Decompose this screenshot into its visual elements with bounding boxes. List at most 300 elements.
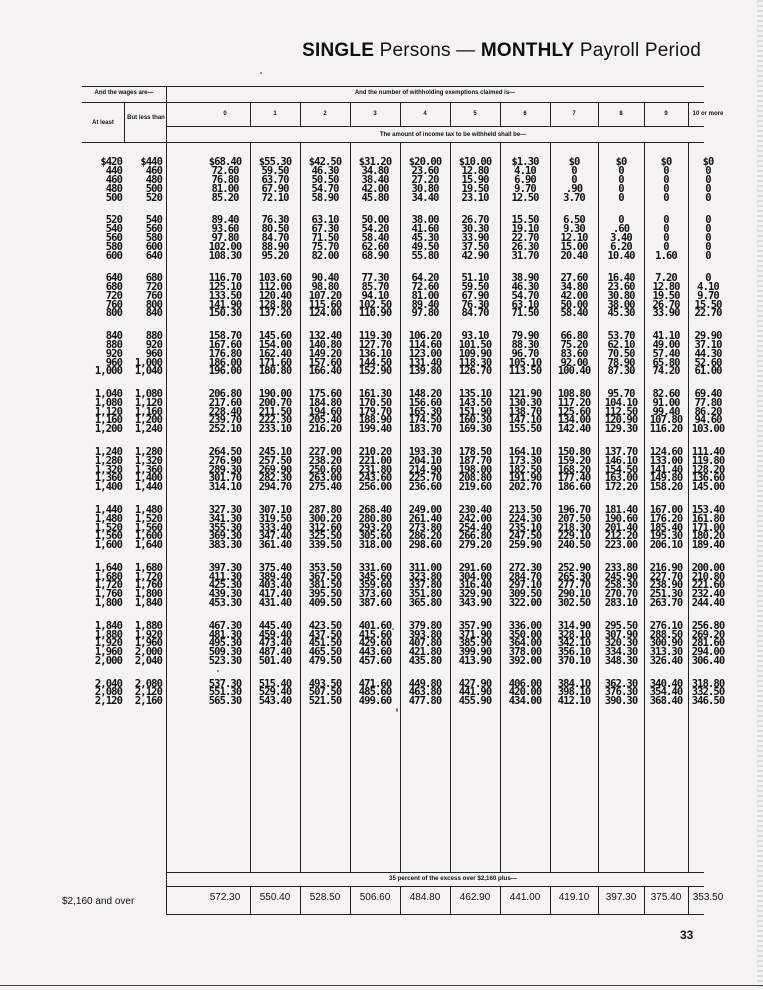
table-cell: 29.90 xyxy=(694,329,722,342)
table-cell: 42.90 xyxy=(461,249,489,262)
table-cell: 151.90 xyxy=(458,405,492,418)
table-cell: 165.30 xyxy=(408,405,442,418)
table-cell: 0 xyxy=(663,240,669,253)
table-cell: 108.30 xyxy=(208,249,242,262)
table-cell: 134.00 xyxy=(557,414,591,427)
table-cell: 189.40 xyxy=(691,539,725,552)
table-cell: 116.70 xyxy=(208,271,242,284)
table-cell: 90.40 xyxy=(311,271,339,284)
table-cell: 2,080 xyxy=(134,677,162,690)
table-cell: 1,840 xyxy=(134,597,162,610)
table-cell: 230.40 xyxy=(458,503,492,516)
table-cell: 1,040 xyxy=(134,365,162,378)
table-cell: 306.40 xyxy=(691,655,725,668)
table-cell: 880 xyxy=(105,338,122,351)
table-cell: 529.40 xyxy=(258,686,292,699)
table-cell: 273.80 xyxy=(408,521,442,534)
table-cell: 0 xyxy=(705,173,711,186)
table-cell: 463.80 xyxy=(408,686,442,699)
table-cell: 0 xyxy=(663,164,669,177)
table-cell: 221.00 xyxy=(358,454,392,467)
table-cell: 437.50 xyxy=(308,628,342,641)
table-cell: 261.40 xyxy=(408,512,442,525)
table-cell: 313.30 xyxy=(649,646,683,659)
table-cell: 107.20 xyxy=(308,289,342,302)
table-cell: 346.50 xyxy=(691,695,725,708)
table-cell: 46.30 xyxy=(311,164,339,177)
table-cell: 166.40 xyxy=(308,365,342,378)
table-cell: 375.40 xyxy=(258,561,292,574)
table-cell: 295.50 xyxy=(604,619,638,632)
table-cell: 42.00 xyxy=(361,182,389,195)
table-cell: 326.40 xyxy=(649,655,683,668)
table-cell: 251.30 xyxy=(649,588,683,601)
excess-note: 35 percent of the excess over $2,160 plus— xyxy=(389,875,517,882)
table-cell: 520 xyxy=(105,213,122,226)
table-cell: 20.40 xyxy=(560,249,588,262)
col-exemption-4 xyxy=(400,158,450,706)
table-cell: 119.30 xyxy=(358,329,392,342)
table-cell: 33.90 xyxy=(652,307,680,320)
table-cell: 277.70 xyxy=(557,579,591,592)
over-value-10: 353.50 xyxy=(692,892,724,903)
table-cell: 381.50 xyxy=(308,579,342,592)
table-cell: 407.80 xyxy=(408,637,442,650)
table-cell: 76.30 xyxy=(261,213,289,226)
table-cell: 79.90 xyxy=(511,329,539,342)
over-value-9: 375.40 xyxy=(650,892,682,903)
table-cell: 1,240 xyxy=(134,423,162,436)
scan-edge-right xyxy=(757,0,763,990)
table-cell: 92.00 xyxy=(560,356,588,369)
header-col-1: 1 xyxy=(273,111,277,117)
table-cell: 54.20 xyxy=(361,222,389,235)
table-cell: 500 xyxy=(105,191,122,204)
table-cell: 181.40 xyxy=(604,503,638,516)
table-cell: 212.20 xyxy=(604,530,638,543)
table-cell: 371.90 xyxy=(458,628,492,641)
table-cell: $0 xyxy=(702,156,714,168)
table-cell: 397.30 xyxy=(208,561,242,574)
table-cell: $55.30 xyxy=(258,156,292,168)
table-cell: 120.90 xyxy=(604,414,638,427)
table-cell: 72.10 xyxy=(261,191,289,204)
table-cell: 960 xyxy=(145,347,162,360)
table-cell: 1,400 xyxy=(134,472,162,485)
table-cell: 168.20 xyxy=(557,463,591,476)
table-cell: 200.00 xyxy=(691,561,725,574)
table-cell: 1,320 xyxy=(134,454,162,467)
table-cell: 232.40 xyxy=(691,588,725,601)
table-cell: 300.90 xyxy=(649,637,683,650)
table-cell: 379.80 xyxy=(408,619,442,632)
table-cell: 115.60 xyxy=(308,298,342,311)
table-cell: 640 xyxy=(105,271,122,284)
table-cell: 238.20 xyxy=(308,454,342,467)
table-cell: 1,480 xyxy=(134,503,162,516)
table-cell: 1,440 xyxy=(134,481,162,494)
table-cell: 341.30 xyxy=(208,512,242,525)
table-cell: 167.00 xyxy=(649,503,683,516)
table-cell: 26.70 xyxy=(652,298,680,311)
table-cell: 507.50 xyxy=(308,686,342,699)
table-cell: 473.40 xyxy=(258,637,292,650)
table-cell: 493.50 xyxy=(308,677,342,690)
table-cell: 68.90 xyxy=(361,249,389,262)
table-cell: 19.50 xyxy=(461,182,489,195)
over-value-2: 528.50 xyxy=(309,892,341,903)
over-value-7: 419.10 xyxy=(558,892,590,903)
table-cell: 439.30 xyxy=(208,588,242,601)
table-cell: 37.50 xyxy=(461,240,489,253)
header-col-6: 6 xyxy=(523,111,527,117)
table-cell: 440 xyxy=(105,164,122,177)
table-cell: 186.60 xyxy=(557,481,591,494)
table-cell: 0 xyxy=(618,213,624,226)
table-cell: 218.30 xyxy=(557,521,591,534)
table-cell: 367.50 xyxy=(308,570,342,583)
table-cell: 1,720 xyxy=(94,579,122,592)
table-cell: 158.20 xyxy=(649,481,683,494)
table-cell: 640 xyxy=(145,249,162,262)
table-cell: 7.20 xyxy=(655,271,677,284)
table-cell: 80.50 xyxy=(261,222,289,235)
table-cell: 126.70 xyxy=(458,365,492,378)
table-cell: 347.40 xyxy=(258,530,292,543)
table-cell: 2,080 xyxy=(94,686,122,699)
table-cell: 1,920 xyxy=(94,637,122,650)
table-cell: 235.10 xyxy=(508,521,542,534)
title-persons: Persons — xyxy=(374,40,481,61)
table-cell: 325.50 xyxy=(308,530,342,543)
table-cell: 202.70 xyxy=(508,481,542,494)
header-at-least: At least xyxy=(92,120,114,126)
title-monthly: MONTHLY xyxy=(480,40,575,61)
table-cell: 225.70 xyxy=(408,472,442,485)
table-cell: 351.80 xyxy=(408,588,442,601)
table-cell: 136.60 xyxy=(691,472,725,485)
table-cell: 318.80 xyxy=(691,677,725,690)
table-cell: 71.50 xyxy=(511,307,539,320)
table-cell: 117.20 xyxy=(557,396,591,409)
table-cell: 57.40 xyxy=(652,347,680,360)
table-cell: 15.90 xyxy=(461,173,489,186)
table-cell: 121.90 xyxy=(508,387,542,400)
table-cell: 216.20 xyxy=(308,423,342,436)
header-wages: And the wages are— xyxy=(94,90,154,96)
table-cell: 6.20 xyxy=(610,240,632,253)
table-cell: 180.80 xyxy=(258,365,292,378)
table-cell: 187.70 xyxy=(458,454,492,467)
table-cell: 159.20 xyxy=(557,454,591,467)
table-cell: 63.10 xyxy=(311,213,339,226)
table-cell: 63.70 xyxy=(261,173,289,186)
table-cell: 301.70 xyxy=(208,472,242,485)
table-cell: 163.00 xyxy=(604,472,638,485)
table-cell: 1,320 xyxy=(94,463,122,476)
table-cell: 132.40 xyxy=(308,329,342,342)
table-cell: 350.00 xyxy=(508,628,542,641)
table-cell: 59.50 xyxy=(261,164,289,177)
table-cell: 171.00 xyxy=(691,521,725,534)
rule-header-3 xyxy=(82,142,704,143)
table-cell: 302.50 xyxy=(557,597,591,610)
table-cell: 156.60 xyxy=(408,396,442,409)
table-cell: 217.60 xyxy=(208,396,242,409)
table-cell: 1,800 xyxy=(134,588,162,601)
table-cell: 75.20 xyxy=(560,338,588,351)
table-cell: 244.40 xyxy=(691,597,725,610)
table-cell: 231.80 xyxy=(358,463,392,476)
table-cell: 58.40 xyxy=(560,307,588,320)
table-cell: 294.00 xyxy=(691,646,725,659)
table-cell: 560 xyxy=(105,231,122,244)
table-cell: 152.90 xyxy=(358,365,392,378)
table-cell: 149.20 xyxy=(308,347,342,360)
table-cell: 269.90 xyxy=(258,463,292,476)
table-cell: 840 xyxy=(145,307,162,320)
table-cell: 291.60 xyxy=(458,561,492,574)
table-cell: 471.60 xyxy=(358,677,392,690)
table-cell: 199.40 xyxy=(358,423,392,436)
table-cell: 245.10 xyxy=(258,445,292,458)
table-cell: 229.10 xyxy=(557,530,591,543)
table-cell: 133.00 xyxy=(649,454,683,467)
table-cell: 97.80 xyxy=(211,231,239,244)
table-cell: 93.10 xyxy=(461,329,489,342)
table-cell: 206.80 xyxy=(208,387,242,400)
table-cell: 339.50 xyxy=(308,539,342,552)
header-col-4: 4 xyxy=(423,111,427,117)
table-cell: 240.50 xyxy=(557,539,591,552)
table-cell: 1,560 xyxy=(94,530,122,543)
table-cell: 378.00 xyxy=(508,646,542,659)
table-cell: 102.50 xyxy=(358,298,392,311)
table-cell: 9.70 xyxy=(697,289,719,302)
table-cell: 12.50 xyxy=(511,191,539,204)
table-cell: 343.90 xyxy=(458,597,492,610)
table-cell: 485.60 xyxy=(358,686,392,699)
table-cell: 66.80 xyxy=(560,329,588,342)
table-cell: 1,080 xyxy=(134,387,162,400)
header-col-10: 10 or more xyxy=(692,111,724,117)
table-cell: 287.80 xyxy=(308,503,342,516)
table-cell: 169.30 xyxy=(458,423,492,436)
table-cell: 760 xyxy=(105,298,122,311)
table-cell: 0 xyxy=(663,231,669,244)
table-cell: 162.40 xyxy=(258,347,292,360)
table-cell: 172.20 xyxy=(604,481,638,494)
table-cell: 318.00 xyxy=(358,539,392,552)
table-cell: 314.90 xyxy=(557,619,591,632)
table-cell: 180.20 xyxy=(691,530,725,543)
table-cell: 270.70 xyxy=(604,588,638,601)
table-cell: 4.10 xyxy=(514,164,536,177)
table-cell: 353.50 xyxy=(308,561,342,574)
table-cell: 459.40 xyxy=(258,628,292,641)
scan-edge-bottom xyxy=(0,985,763,986)
table-cell: 1,840 xyxy=(94,619,122,632)
table-cell: 185.40 xyxy=(649,521,683,534)
table-cell: 0 xyxy=(571,164,577,177)
table-cell: 45.80 xyxy=(361,191,389,204)
table-cell: 139.80 xyxy=(408,365,442,378)
table-cell: 265.30 xyxy=(557,570,591,583)
header-col-3: 3 xyxy=(373,111,377,117)
table-cell: 449.80 xyxy=(408,677,442,690)
rule-header-1 xyxy=(82,102,704,103)
table-cell: 543.40 xyxy=(258,695,292,708)
table-cell: 211.50 xyxy=(258,405,292,418)
table-cell: 434.00 xyxy=(508,695,542,708)
table-cell: 1,000 xyxy=(94,365,122,378)
rule-top xyxy=(82,86,704,87)
table-cell: 67.30 xyxy=(311,222,339,235)
table-cell: 183.70 xyxy=(408,423,442,436)
table-cell: $0 xyxy=(568,156,580,168)
table-cell: 304.00 xyxy=(458,570,492,583)
table-cell: 1,960 xyxy=(94,646,122,659)
table-cell: 44.30 xyxy=(694,347,722,360)
table-cell: 1,120 xyxy=(134,396,162,409)
table-cell: $42.50 xyxy=(308,156,342,168)
table-cell: 81.00 xyxy=(411,289,439,302)
table-cell: 1,640 xyxy=(94,561,122,574)
table-cell: 142.40 xyxy=(557,423,591,436)
rule-excess-top xyxy=(166,872,704,873)
table-cell: 45.30 xyxy=(607,307,635,320)
table-cell: 219.60 xyxy=(458,481,492,494)
table-cell: 74.20 xyxy=(652,365,680,378)
withholding-table xyxy=(82,86,725,915)
table-cell: 113.50 xyxy=(508,365,542,378)
table-cell: 58.40 xyxy=(361,231,389,244)
table-cell: 238.90 xyxy=(649,579,683,592)
table-cell: 495.30 xyxy=(208,637,242,650)
table-cell: 61.00 xyxy=(694,365,722,378)
table-cell: 333.40 xyxy=(258,521,292,534)
table-cell: 540 xyxy=(105,222,122,235)
table-cell: 15.50 xyxy=(694,298,722,311)
table-cell: 227.70 xyxy=(649,570,683,583)
table-cell: 128.20 xyxy=(691,463,725,476)
table-cell: 1,120 xyxy=(94,405,122,418)
table-cell: 500 xyxy=(145,182,162,195)
table-cell: 227.00 xyxy=(308,445,342,458)
table-cell: 23.60 xyxy=(411,164,439,177)
table-cell: 392.00 xyxy=(508,655,542,668)
table-cell: 22.70 xyxy=(694,307,722,320)
table-cell: 0 xyxy=(705,164,711,177)
speck xyxy=(396,708,398,712)
table-cell: 1,520 xyxy=(94,521,122,534)
table-cell: 1,760 xyxy=(134,579,162,592)
table-cell: 257.50 xyxy=(258,454,292,467)
table-cell: 108.80 xyxy=(557,387,591,400)
table-cell: 309.50 xyxy=(508,588,542,601)
table-cell: 0 xyxy=(705,271,711,284)
table-cell: 200.70 xyxy=(258,396,292,409)
table-cell: 269.20 xyxy=(691,628,725,641)
table-cell: 131.40 xyxy=(408,356,442,369)
table-cell: 104.10 xyxy=(604,396,638,409)
table-cell: 63.10 xyxy=(511,298,539,311)
table-cell: 9.30 xyxy=(563,222,585,235)
table-cell: 81.00 xyxy=(211,182,239,195)
table-cell: 1,640 xyxy=(134,539,162,552)
table-cell: 236.60 xyxy=(408,481,442,494)
table-cell: 256.00 xyxy=(358,481,392,494)
table-cell: 345.60 xyxy=(358,570,392,583)
table-cell: 136.10 xyxy=(358,347,392,360)
table-cell: 284.70 xyxy=(508,570,542,583)
table-cell: 206.10 xyxy=(649,539,683,552)
table-cell: 1,880 xyxy=(94,628,122,641)
table-cell: 109.90 xyxy=(458,347,492,360)
table-cell: 19.50 xyxy=(652,289,680,302)
table-cell: 1,760 xyxy=(94,588,122,601)
table-cell: 27.60 xyxy=(560,271,588,284)
table-cell: 94.10 xyxy=(361,289,389,302)
table-cell: 83.60 xyxy=(560,347,588,360)
table-cell: 76.30 xyxy=(461,298,489,311)
table-cell: 103.00 xyxy=(691,423,725,436)
table-cell: 314.10 xyxy=(208,481,242,494)
over-label: $2,160 and over xyxy=(62,896,135,907)
table-cell: 41.60 xyxy=(411,222,439,235)
table-cell: 283.10 xyxy=(604,597,638,610)
table-cell: 103.60 xyxy=(258,271,292,284)
table-cell: 280.80 xyxy=(358,512,392,525)
table-cell: 420.00 xyxy=(508,686,542,699)
table-cell: 1,480 xyxy=(94,512,122,525)
table-cell: 393.80 xyxy=(408,628,442,641)
table-cell: 263.00 xyxy=(308,472,342,485)
table-cell: 23.10 xyxy=(461,191,489,204)
table-cell: 176.80 xyxy=(208,347,242,360)
table-cell: 272.30 xyxy=(508,561,542,574)
table-cell: 0 xyxy=(663,191,669,204)
rule-wage-split xyxy=(124,102,125,142)
table-cell: 413.90 xyxy=(458,655,492,668)
table-cell: 78.90 xyxy=(607,356,635,369)
table-cell: 82.60 xyxy=(652,387,680,400)
table-cell: 334.30 xyxy=(604,646,638,659)
table-cell: 477.80 xyxy=(408,695,442,708)
table-cell: 0 xyxy=(663,222,669,235)
speck xyxy=(217,670,219,672)
table-cell: 82.00 xyxy=(311,249,339,262)
table-cell: 356.10 xyxy=(557,646,591,659)
table-cell: 0 xyxy=(705,182,711,195)
table-cell: 54.70 xyxy=(311,182,339,195)
table-cell: 76.80 xyxy=(211,173,239,186)
table-cell: 1,200 xyxy=(94,423,122,436)
table-cell: 150.80 xyxy=(557,445,591,458)
table-cell: 1,280 xyxy=(134,445,162,458)
table-cell: 399.90 xyxy=(458,646,492,659)
table-cell: 480 xyxy=(105,182,122,195)
table-cell: 487.40 xyxy=(258,646,292,659)
table-cell: 58.90 xyxy=(311,191,339,204)
table-cell: 33.90 xyxy=(461,231,489,244)
table-cell: 50.00 xyxy=(560,298,588,311)
header-amount: The amount of income tax to be withheld shall be— xyxy=(379,132,527,138)
table-cell: 62.60 xyxy=(361,240,389,253)
table-cell: 77.80 xyxy=(694,396,722,409)
table-cell: 128.80 xyxy=(258,298,292,311)
page-number: 33 xyxy=(680,928,694,942)
